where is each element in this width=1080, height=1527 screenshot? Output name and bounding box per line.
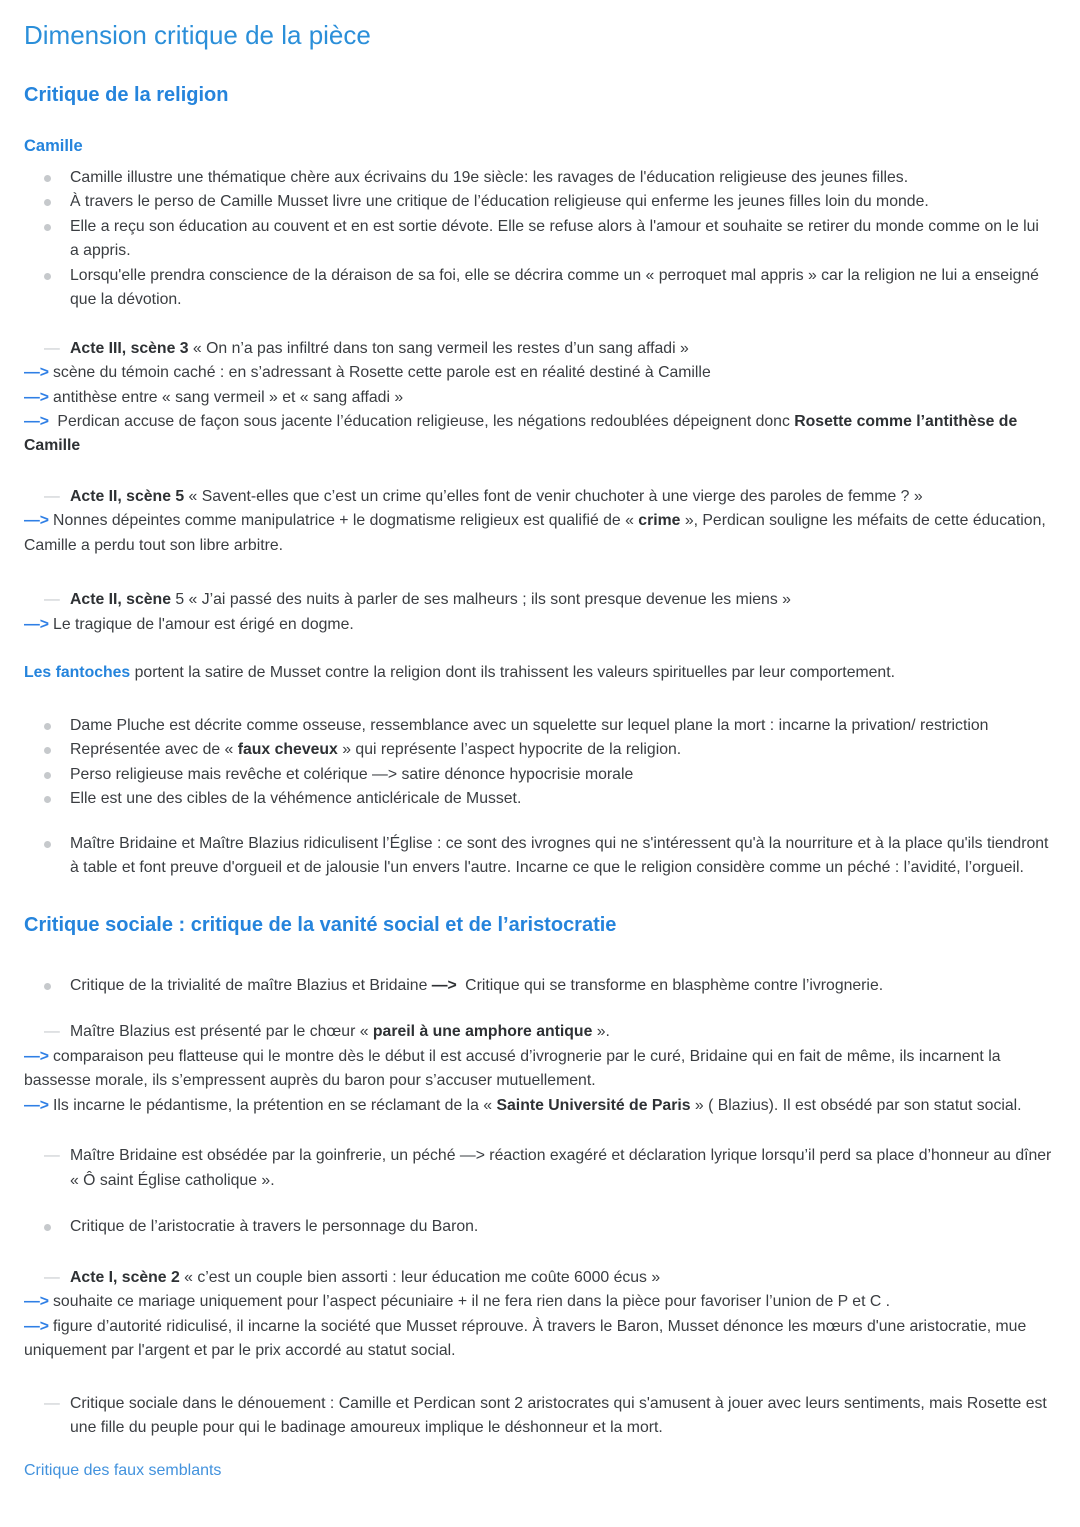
dash-item bbox=[24, 588, 1052, 612]
bullet-item bbox=[24, 738, 1052, 762]
bullet-icon bbox=[44, 772, 51, 779]
dash-icon: — bbox=[44, 487, 60, 505]
list-item-text: Lorsqu'elle prendra conscience de la déraison de sa foi, elle se décrira comme un « perroquet mal appris » car la religion ne lui a enseigné que la dévotion. bbox=[70, 266, 1039, 309]
spacer bbox=[24, 812, 1052, 832]
arrow-icon: —> bbox=[24, 512, 50, 530]
bullet-icon bbox=[44, 796, 51, 803]
arrow-icon: —> bbox=[24, 615, 50, 633]
arrow-icon: —> bbox=[431, 976, 457, 994]
spacer bbox=[24, 686, 1052, 714]
bullet-item bbox=[24, 190, 1052, 214]
arrow-note: —> figure d’autorité ridiculisé, il incarne la société que Musset réprouve. À travers le Baron, Musset dénonce les mœurs d'une aristocratie, mue uniquement par l'argent et par le prix accordé au statut social. bbox=[24, 1317, 1027, 1360]
list-item-text: Elle a reçu son éducation au couvent et en est sortie dévote. Elle se refuse alors à l'amour et souhaite se retirer du monde comme on le lui a appris. bbox=[70, 217, 1039, 260]
dash-icon: — bbox=[44, 1147, 60, 1165]
spacer bbox=[24, 998, 1052, 1020]
bullet-icon bbox=[44, 224, 51, 231]
bullet-item bbox=[24, 763, 1052, 787]
arrow-note: —> Perdican accuse de façon sous jacente l’éducation religieuse, les négations redoublées dépeignent donc Rosette comme l’antithèse de Camille bbox=[24, 412, 1018, 455]
bullet-item bbox=[24, 787, 1052, 811]
bullet-item bbox=[24, 974, 1052, 998]
list-item-text: Perso religieuse mais revêche et colérique —> satire dénonce hypocrisie morale bbox=[70, 765, 634, 783]
arrow-icon: —> bbox=[24, 1317, 50, 1335]
arrow-note: —> Le tragique de l'amour est érigé en dogme. bbox=[24, 615, 354, 633]
spacer bbox=[24, 1193, 1052, 1215]
list-item-text: Acte II, scène 5 « Savent-elles que c’est un crime qu’elles font de venir chuchoter à une vierge des paroles de femme ? » bbox=[70, 487, 923, 505]
arrow-icon: —> bbox=[24, 388, 50, 406]
section-heading: Critique de la religion bbox=[24, 84, 229, 107]
dash-item bbox=[24, 485, 1052, 509]
page-title: Dimension critique de la pièce bbox=[24, 20, 371, 50]
arrow-icon: —> bbox=[24, 1293, 50, 1311]
arrow-note: —> comparaison peu flatteuse qui le montre dès le début il est accusé d’ivrognerie par le curé, Bridaine qui en fait de même, ils incarnent la bassesse morale, ils s’empressent auprès du baron pour s’accuser mutuellement. bbox=[24, 1047, 1001, 1090]
list-item-text: Critique de l’aristocratie à travers le personnage du Baron. bbox=[70, 1218, 479, 1236]
list-item-text: Maître Bridaine et Maître Blazius ridiculisent l’Église : ce sont des ivrognes qui ne s'intéressent qu'à la nourriture et à la place qu'ils tiendront à table et font preuve d'orgueil et de jalousie l'un envers l'autre. Incarne ce que le religion considère comme un péché : l’avidité, l’orgueil. bbox=[70, 834, 1049, 877]
arrow-note: —> Nonnes dépeintes comme manipulatrice + le dogmatisme religieux est qualifié de « crime », Perdican souligne les méfaits de cette éducation, Camille a perdu tout son libre arbitre. bbox=[24, 512, 1046, 554]
arrow-note: —> souhaite ce mariage uniquement pour l’aspect pécuniaire + il ne fera rien dans la pièce pour favoriser l’union de P et C . bbox=[24, 1293, 891, 1311]
dash-icon: — bbox=[44, 1023, 60, 1041]
bullet-item bbox=[24, 264, 1052, 313]
section-heading: Critique sociale : critique de la vanité social et de l’aristocratie bbox=[24, 913, 617, 936]
bullet-icon bbox=[44, 983, 51, 990]
list-item-text: Camille illustre une thématique chère aux écrivains du 19e siècle: les ravages de l'éducation religieuse des jeunes filles. bbox=[70, 168, 909, 186]
arrow-icon: —> bbox=[24, 364, 50, 382]
arrow-icon: —> bbox=[24, 1047, 50, 1065]
bullet-icon bbox=[44, 841, 51, 848]
arrow-note: —> scène du témoin caché : en s’adressant à Rosette cette parole est en réalité destiné à Camille bbox=[24, 364, 711, 382]
bullet-icon bbox=[44, 747, 51, 754]
list-item-text: Maître Bridaine est obsédée par la goinfrerie, un péché —> réaction exagéré et déclaration lyrique lorsqu’il perd sa place d’honneur au dîner « Ô saint Église catholique ». bbox=[70, 1147, 1052, 1189]
spacer bbox=[24, 1118, 1052, 1144]
list-item-text: Maître Blazius est présenté par le chœur « pareil à une amphore antique ». bbox=[70, 1023, 610, 1041]
list-item-text: Elle est une des cibles de la véhémence anticléricale de Musset. bbox=[70, 790, 522, 808]
list-item-text: Acte III, scène 3 « On n’a pas infiltré dans ton sang vermeil les restes d’un sang affadi » bbox=[70, 339, 689, 357]
spacer bbox=[24, 313, 1052, 337]
dash-icon: — bbox=[44, 339, 60, 357]
list-item-text: Représentée avec de « faux cheveux » qui représente l’aspect hypocrite de la religion. bbox=[70, 741, 682, 759]
bullet-item bbox=[24, 1215, 1052, 1239]
bullet-icon bbox=[44, 1224, 51, 1231]
spacer bbox=[24, 558, 1052, 588]
dash-item bbox=[24, 337, 1052, 361]
bullet-icon bbox=[44, 175, 51, 182]
list-item-text: Dame Pluche est décrite comme osseuse, ressemblance avec un squelette sur lequel plane la mort : incarne la privation/ restriction bbox=[70, 716, 989, 734]
bullet-icon bbox=[44, 723, 51, 730]
arrow-note: —> antithèse entre « sang vermeil » et « sang affadi » bbox=[24, 388, 404, 406]
dash-icon: — bbox=[44, 1268, 60, 1286]
bullet-item bbox=[24, 166, 1052, 190]
spacer bbox=[24, 1364, 1052, 1392]
arrow-icon: —> bbox=[24, 1096, 50, 1114]
bullet-item bbox=[24, 832, 1052, 881]
dash-item bbox=[24, 1144, 1052, 1193]
bullet-item bbox=[24, 714, 1052, 738]
dash-icon: — bbox=[44, 591, 60, 609]
list-item-text: À travers le perso de Camille Musset livre une critique de l’éducation religieuse qui enferme les jeunes filles loin du monde. bbox=[70, 193, 929, 211]
bullet-item bbox=[24, 215, 1052, 264]
spacer bbox=[24, 459, 1052, 485]
dash-icon: — bbox=[44, 1394, 60, 1412]
paragraph: Les fantoches portent la satire de Musset contre la religion dont ils trahissent les valeurs spirituelles par leur comportement. bbox=[24, 664, 895, 682]
dash-item bbox=[24, 1392, 1052, 1441]
link-text[interactable]: Critique des faux semblants bbox=[24, 1461, 222, 1479]
sub-heading: Camille bbox=[24, 137, 83, 156]
spacer bbox=[24, 637, 1052, 661]
spacer bbox=[24, 1240, 1052, 1266]
bullet-icon bbox=[44, 273, 51, 280]
bullet-icon bbox=[44, 199, 51, 206]
list-item-text: Critique sociale dans le dénouement : Camille et Perdican sont 2 aristocrates qui s'amusent à jouer avec leurs sentiments, mais Rosette est une fille du peuple pour qui le badinage amoureux implique le déshonneur et la mort. bbox=[70, 1394, 1047, 1437]
dash-item bbox=[24, 1020, 1052, 1044]
list-item-text: Critique de la trivialité de maître Blazius et Bridaine —> Critique qui se transforme en blasphème contre l’ivrognerie. bbox=[70, 976, 884, 994]
arrow-note: —> Ils incarne le pédantisme, la prétention en se réclamant de la « Sainte Université de Paris » ( Blazius). Il est obsédé par son statut social. bbox=[24, 1096, 1022, 1114]
list-item-text: Acte I, scène 2 « c’est un couple bien assorti : leur éducation me coûte 6000 écus » bbox=[70, 1268, 661, 1286]
spacer bbox=[24, 1441, 1052, 1459]
list-item-text: Acte II, scène 5 « J’ai passé des nuits à parler de ses malheurs ; ils sont presque devenue les miens » bbox=[70, 591, 791, 609]
dash-item bbox=[24, 1266, 1052, 1290]
arrow-icon: —> bbox=[24, 412, 50, 430]
